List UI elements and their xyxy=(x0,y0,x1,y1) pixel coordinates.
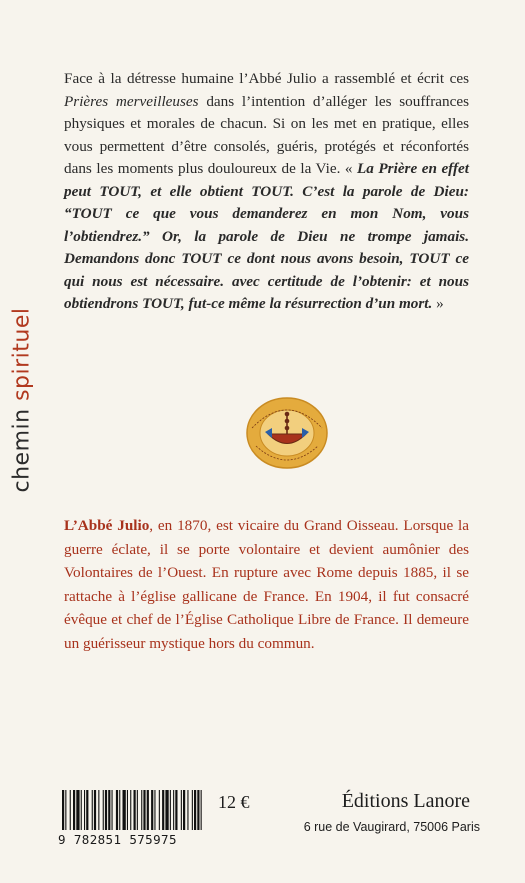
seal-emblem-icon xyxy=(232,390,342,476)
series-word-spirituel: spirituel xyxy=(9,307,35,401)
author-biography xyxy=(64,514,469,655)
intro-close: » xyxy=(432,295,444,312)
price: 12 € xyxy=(218,792,250,812)
author-name: L’Abbé Julio xyxy=(64,517,150,534)
intro-part-2: dans l’intention d’alléger les souffrances physiques et morales de chacun. Si on les met en pratique, elles vous permettent d’être consolés, guéris, protégés et réconfortés dans les moments plus douloureux de la Vie. « xyxy=(64,92,469,177)
bio-text: , en 1870, est vicaire du Grand Oisseau. Lorsque la guerre éclate, il se porte volontaire et devient aumônier des Volontaires de l’Ouest. En rupture avec Rome depuis 1885, il se rattache à l’église gallicane de France. En 1904, il fut consacré évêque et chef de l’Église Catholique Libre de France. Il demeure un guérisseur mystique hors du commun. xyxy=(64,517,469,652)
intro-book-title: Prières merveilleuses xyxy=(64,92,199,110)
intro-paragraph xyxy=(64,68,469,316)
bio-paragraph xyxy=(64,514,469,655)
series-label xyxy=(0,285,44,515)
publisher-address: 6 rue de Vaugirard, 75006 Paris xyxy=(303,820,480,834)
intro-quote: La Prière en effet peut TOUT, et elle obtient TOUT. C’est la parole de Dieu: “TOUT ce que vous demanderez en mon Nom, vous l’obtiendrez.” Or, la parole de Dieu ne trompe jamais. Demandons donc TOUT ce dont nous avons besoin, TOUT ce qui nous est nécessaire. avec certitude de l’obtenir: et nous obtiendrons TOUT, fut-ce même la résurrection d’un mort. xyxy=(64,160,469,312)
intro-part-1: Face à la détresse humaine l’Abbé Julio a rassemblé et écrit ces xyxy=(64,70,469,87)
isbn-digits: 9 782851 575975 xyxy=(58,832,177,847)
intro-text xyxy=(64,68,469,316)
series-word-chemin: chemin xyxy=(9,408,35,493)
publisher-name: Éditions Lanore xyxy=(341,790,470,812)
